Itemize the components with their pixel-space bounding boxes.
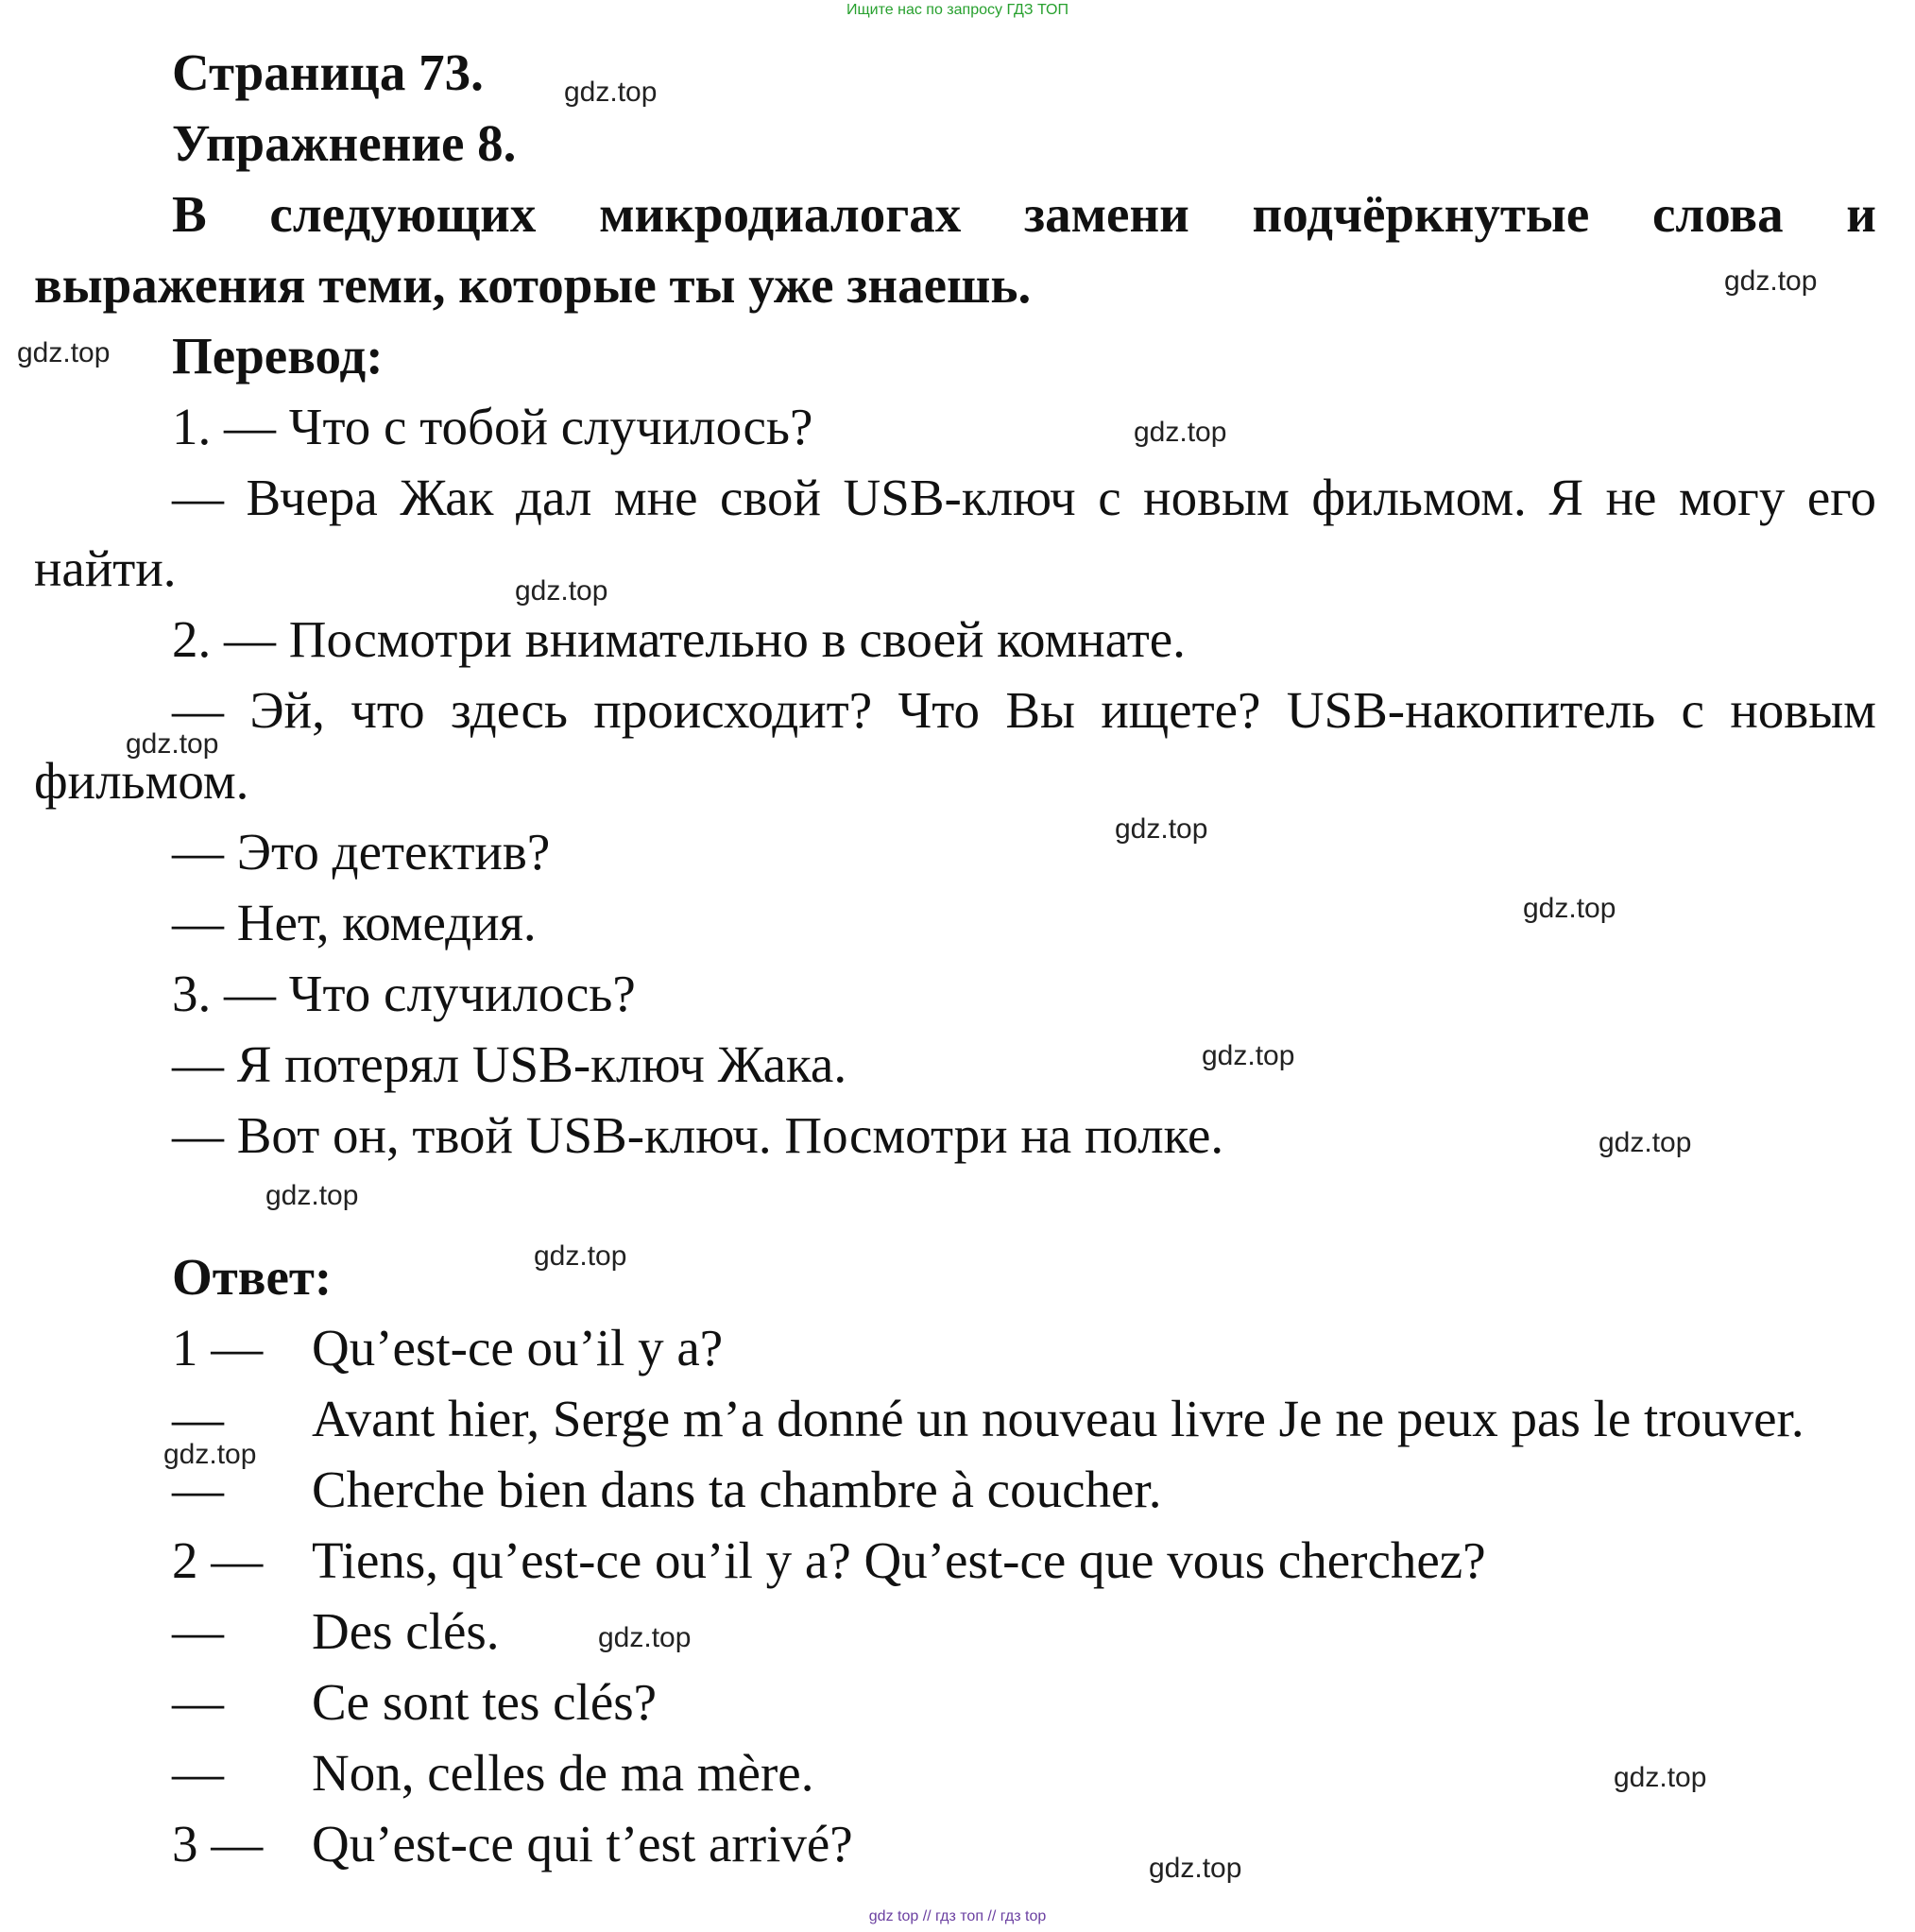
translation-line: — Эй, что здесь происходит? Что Вы ищете? USB-накопитель с новым xyxy=(172,681,1876,739)
answer-row-text: Qu’est-ce qui t’est arrivé? xyxy=(312,1815,853,1872)
translation-line: — Вот он, твой USB-ключ. Посмотри на полке. xyxy=(172,1106,1224,1164)
watermark: gdz.top xyxy=(163,1439,257,1470)
page-title: Страница 73. xyxy=(172,43,484,101)
watermark: gdz.top xyxy=(1599,1127,1692,1158)
translation-line: — Нет, комедия. xyxy=(172,894,537,951)
translation-line: — Это детектив? xyxy=(172,823,551,881)
answer-row-number: — xyxy=(172,1744,224,1802)
translation-line: 1. — Что с тобой случилось? xyxy=(172,398,813,455)
answer-row-number: — xyxy=(172,1390,224,1447)
watermark: gdz.top xyxy=(126,728,219,760)
watermark: gdz.top xyxy=(265,1180,359,1211)
translation-line: найти. xyxy=(34,539,177,597)
answer-row-text: Des clés. xyxy=(312,1602,500,1660)
answer-row-text: Avant hier, Serge m’a donné un nouveau livre Je ne peux pas le trouver. xyxy=(312,1390,1804,1447)
answer-row-number: 3 — xyxy=(172,1815,264,1872)
translation-line: фильмом. xyxy=(34,752,249,810)
watermark: gdz.top xyxy=(1134,417,1227,448)
footer-links: gdz top // гдз топ // гдз top xyxy=(868,1908,1047,1924)
watermark: gdz.top xyxy=(564,77,658,108)
task-text-line-1: В следующих микродиалогах замени подчёркнутые слова и xyxy=(172,185,1876,243)
answer-row-number: 2 — xyxy=(172,1531,264,1589)
answer-row-number: — xyxy=(172,1602,224,1660)
answer-row-number: — xyxy=(172,1461,224,1518)
watermark: gdz.top xyxy=(1523,893,1616,924)
watermark: gdz.top xyxy=(1614,1762,1707,1793)
answer-row-text: Cherche bien dans ta chambre à coucher. xyxy=(312,1461,1162,1518)
exercise-title: Упражнение 8. xyxy=(172,114,517,172)
translation-line: 2. — Посмотри внимательно в своей комнате. xyxy=(172,610,1186,668)
watermark: gdz.top xyxy=(598,1622,692,1653)
translation-line: — Вчера Жак дал мне свой USB-ключ с новым фильмом. Я не могу его xyxy=(172,469,1876,526)
watermark: gdz.top xyxy=(1149,1853,1242,1884)
translation-heading: Перевод: xyxy=(172,327,384,385)
top-banner: Ищите нас по запросу ГДЗ ТОП xyxy=(846,2,1069,18)
answer-row-text: Ce sont tes clés? xyxy=(312,1673,658,1731)
watermark: gdz.top xyxy=(1724,265,1818,297)
task-text-line-2: выражения теми, которые ты уже знаешь. xyxy=(34,256,1032,314)
answer-row-text: Tiens, qu’est-ce ou’il y a? Qu’est-ce que vous cherchez? xyxy=(312,1531,1486,1589)
watermark: gdz.top xyxy=(534,1240,627,1272)
answer-row-text: Non, celles de ma mère. xyxy=(312,1744,814,1802)
answer-row-number: 1 — xyxy=(172,1319,264,1376)
watermark: gdz.top xyxy=(1202,1040,1295,1071)
watermark: gdz.top xyxy=(17,337,111,368)
translation-line: 3. — Что случилось? xyxy=(172,965,636,1022)
answer-row-number: — xyxy=(172,1673,224,1731)
translation-line: — Я потерял USB-ключ Жака. xyxy=(172,1035,847,1093)
answer-row-text: Qu’est-ce ou’il y a? xyxy=(312,1319,724,1376)
watermark: gdz.top xyxy=(515,575,608,607)
watermark: gdz.top xyxy=(1115,813,1208,845)
answer-heading: Ответ: xyxy=(172,1248,333,1306)
